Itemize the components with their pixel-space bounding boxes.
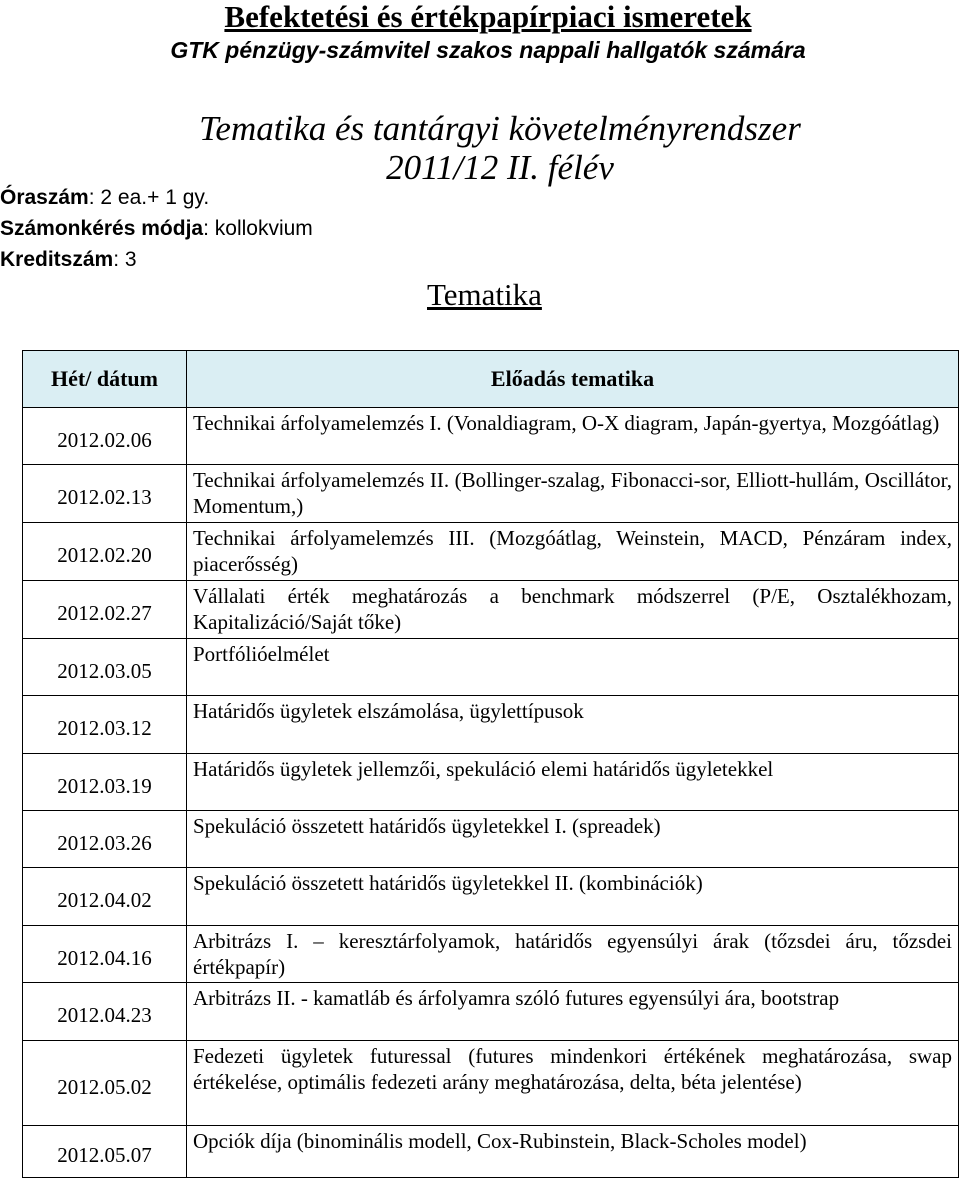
schedule-table (22, 350, 959, 1178)
hours-value: : 2 ea.+ 1 gy. (88, 186, 210, 209)
row-date: 2012.04.02 (23, 868, 187, 926)
row-date: 2012.02.20 (23, 523, 187, 581)
credits-label: Kreditszám (0, 248, 114, 271)
row-topic: Technikai árfolyamelemzés III. (Mozgóátlag, Weinstein, MACD, Pénzáram index, piacerősség) (187, 523, 959, 581)
table-row (23, 639, 959, 696)
row-date: 2012.02.06 (23, 408, 187, 465)
row-topic: Spekuláció összetett határidős ügyletekkel I. (spreadek) (187, 811, 959, 868)
row-topic: Portfólióelmélet (187, 639, 959, 696)
row-topic: Fedezeti ügyletek futuressal (futures mindenkori értékének meghatározása, swap értékelése, optimális fedezeti arány meghatározása, delta, béta jelentése) (187, 1041, 959, 1126)
exam-value: : kollokvium (203, 217, 313, 240)
table-row (23, 983, 959, 1041)
row-date: 2012.05.02 (23, 1041, 187, 1126)
table-row (23, 926, 959, 983)
row-topic: Határidős ügyletek jellemzői, spekuláció elemi határidős ügyletekkel (187, 754, 959, 811)
row-date: 2012.03.05 (23, 639, 187, 696)
semester-label: 2011/12 II. félév (386, 148, 614, 187)
row-date: 2012.04.23 (23, 983, 187, 1041)
row-date: 2012.05.07 (23, 1126, 187, 1178)
table-row (23, 1041, 959, 1126)
row-topic: Vállalati érték meghatározás a benchmark módszerrel (P/E, Osztalékhozam, Kapitalizáció/Saját tőke) (187, 581, 959, 639)
row-topic: Technikai árfolyamelemzés II. (Bollinger-szalag, Fibonacci-sor, Elliott-hullám, Oscillátor, Momentum,) (187, 465, 959, 523)
hours-label: Óraszám (0, 186, 89, 209)
document-heading: Tematika és tantárgyi követelményrendszer (199, 109, 801, 148)
row-topic: Arbitrázs II. - kamatláb és árfolyamra szóló futures egyensúlyi ára, bootstrap (187, 983, 959, 1041)
table-row (23, 581, 959, 639)
document-title: Befektetési és értékpapírpiaci ismeretek (224, 0, 752, 34)
row-topic: Spekuláció összetett határidős ügyletekkel II. (kombinációk) (187, 868, 959, 926)
row-topic: Opciók díja (binominális modell, Cox-Rubinstein, Black-Scholes model) (187, 1126, 959, 1178)
table-row (23, 868, 959, 926)
row-topic: Határidős ügyletek elszámolása, ügylettípusok (187, 696, 959, 754)
table-row (23, 523, 959, 581)
exam-label: Számonkérés módja (0, 217, 204, 240)
hours-info (0, 186, 209, 210)
column-header-topic: Előadás tematika (187, 351, 959, 408)
credits-value: : 3 (113, 248, 137, 271)
exam-info (0, 217, 313, 241)
row-date: 2012.02.27 (23, 581, 187, 639)
table-row (23, 811, 959, 868)
row-date: 2012.03.12 (23, 696, 187, 754)
table-row (23, 465, 959, 523)
table-row (23, 696, 959, 754)
row-topic: Technikai árfolyamelemzés I. (Vonaldiagram, O-X diagram, Japán-gyertya, Mozgóátlag) (187, 408, 959, 465)
table-row (23, 408, 959, 465)
row-topic: Arbitrázs I. – keresztárfolyamok, határidős egyensúlyi árak (tőzsdei áru, tőzsdei értékpapír) (187, 926, 959, 983)
row-date: 2012.04.16 (23, 926, 187, 983)
row-date: 2012.02.13 (23, 465, 187, 523)
section-title: Tematika (427, 277, 542, 312)
table-header-row (23, 351, 959, 408)
row-date: 2012.03.19 (23, 754, 187, 811)
table-row (23, 1126, 959, 1178)
row-date: 2012.03.26 (23, 811, 187, 868)
table-row (23, 754, 959, 811)
credits-info (0, 248, 137, 272)
column-header-date: Hét/ dátum (23, 351, 187, 408)
document-subtitle: GTK pénzügy-számvitel szakos nappali hallgatók számára (170, 37, 806, 63)
